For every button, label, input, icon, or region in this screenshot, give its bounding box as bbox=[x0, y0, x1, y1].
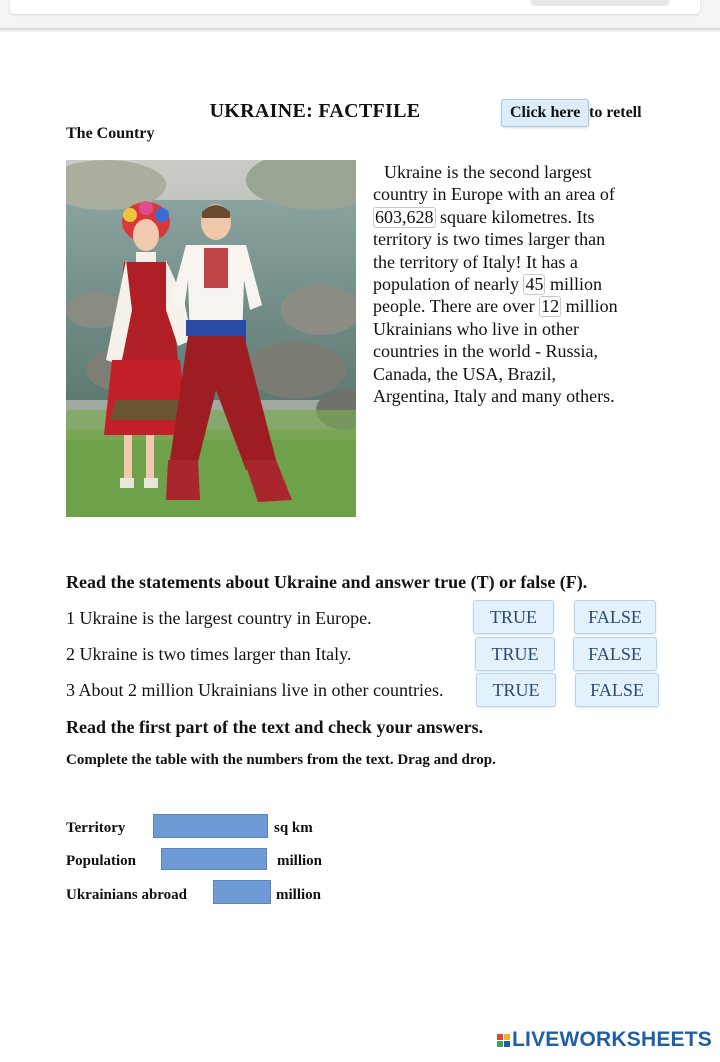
text-line: countries in the world - Russia, bbox=[373, 341, 598, 362]
population-label: Population bbox=[66, 853, 137, 869]
factfile-text bbox=[373, 161, 663, 407]
population-number: 45 bbox=[525, 274, 544, 295]
logo-icon bbox=[497, 1034, 510, 1047]
logo-text: LIVEWORKSHEETS bbox=[512, 1028, 712, 1051]
text-fragment: square kilometres. Its bbox=[440, 206, 595, 227]
ukrainian-couple-photo bbox=[66, 160, 356, 517]
text-line: the territory of Italy! It has a bbox=[373, 251, 578, 272]
text-line bbox=[373, 295, 663, 317]
statement-3: 3 About 2 million Ukrainians live in other countries. bbox=[66, 680, 444, 700]
text-line: Argentina, Italy and many others. bbox=[373, 386, 615, 407]
text-line bbox=[373, 206, 663, 228]
population-unit: million bbox=[277, 853, 323, 869]
population-drop-zone[interactable] bbox=[161, 848, 267, 870]
text-line: country in Europe with an area of bbox=[373, 184, 615, 205]
text-line: Canada, the USA, Brazil, bbox=[373, 363, 556, 384]
section-heading: The Country bbox=[66, 125, 155, 142]
abroad-number: 12 bbox=[541, 296, 560, 317]
page-title: UKRAINE: FACTFILE bbox=[209, 100, 421, 122]
abroad-unit: million bbox=[276, 887, 322, 903]
text-line: Ukraine is the second largest bbox=[384, 162, 592, 182]
photo-illustration bbox=[66, 160, 356, 517]
retell-suffix: to retell bbox=[589, 104, 642, 121]
browser-top-bar bbox=[0, 0, 720, 30]
true-button-1[interactable]: TRUE bbox=[473, 600, 554, 634]
text-fragment: million bbox=[565, 296, 618, 317]
retell-button[interactable]: Click here bbox=[501, 99, 589, 127]
text-line: Ukrainians who live in other bbox=[373, 318, 579, 339]
top-pill bbox=[530, 0, 670, 6]
true-button-3[interactable]: TRUE bbox=[476, 673, 556, 707]
quiz-instruction: Read the statements about Ukraine and answer true (T) or false (F). bbox=[66, 572, 588, 592]
territory-unit: sq km bbox=[274, 820, 313, 836]
area-number: 603,628 bbox=[375, 206, 434, 227]
false-button-1[interactable]: FALSE bbox=[574, 600, 656, 634]
text-fragment: population of nearly bbox=[373, 274, 519, 295]
liveworksheets-logo[interactable] bbox=[497, 1028, 712, 1052]
table-instruction: Complete the table with the numbers from the text. Drag and drop. bbox=[66, 752, 496, 768]
statement-1: 1 Ukraine is the largest country in Europe. bbox=[66, 608, 372, 628]
territory-drop-zone[interactable] bbox=[153, 814, 268, 838]
false-button-3[interactable]: FALSE bbox=[575, 673, 659, 707]
true-button-2[interactable]: TRUE bbox=[475, 637, 555, 671]
text-fragment: million bbox=[549, 274, 602, 295]
text-line bbox=[373, 273, 663, 295]
worksheet-page bbox=[0, 32, 720, 1062]
false-button-2[interactable]: FALSE bbox=[573, 637, 657, 671]
check-instruction: Read the first part of the text and check your answers. bbox=[66, 717, 484, 737]
text-fragment: people. There are over bbox=[373, 296, 535, 317]
text-line: territory is two times larger than bbox=[373, 229, 606, 250]
statement-2: 2 Ukraine is two times larger than Italy. bbox=[66, 644, 352, 664]
territory-label: Territory bbox=[66, 820, 126, 836]
abroad-drop-zone[interactable] bbox=[213, 880, 271, 904]
abroad-label: Ukrainians abroad bbox=[66, 887, 188, 903]
